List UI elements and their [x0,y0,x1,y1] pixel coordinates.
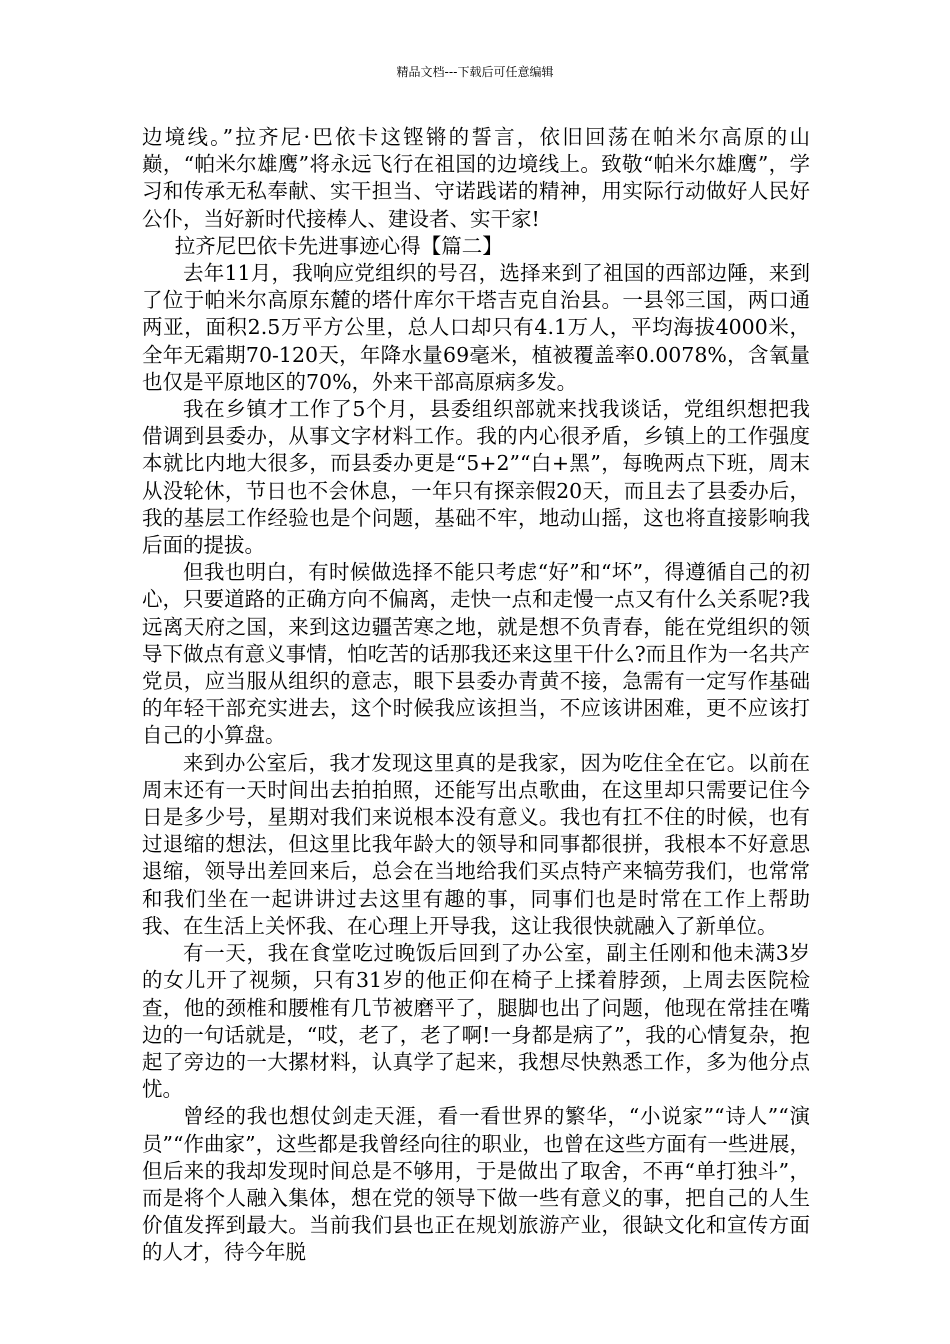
paragraph: 来到办公室后，我才发现这里真的是我家，因为吃住全在它。以前在周末还有一天时间出去拍拍照，还能写出点歌曲，在这里却只需要记住今日是多少号，星期对我们来说根本没有意义。我也有扛不住的时候，也有过退缩的想法，但这里比我年龄大的领导和同事都很拼，我根本不好意思退缩，领导出差回来后，总会在当地给我们买点特产来犒劳我们，也常常和我们坐在一起讲讲过去这里有趣的事，同事们也是时常在工作上帮助我、在生活上关怀我、在心理上开导我，这让我很快就融入了新单位。 [142,750,810,938]
paragraph: 但我也明白，有时候做选择不能只考虑“好”和“坏”，得遵循自己的初心，只要道路的正确方向不偏离，走快一点和走慢一点又有什么关系呢?我远离天府之国，来到这边疆苦寒之地，就是想不负青春，能在党组织的领导下做点有意义事情，怕吃苦的话那我还来这里干什么?而且作为一名共产党员，应当服从组织的意志，眼下县委办青黄不接，急需有一定写作基础的年轻干部充实进去，这个时候我应该担当，不应该讲困难，更不应该打自己的小算盘。 [142,560,810,748]
document-body [142,124,810,1267]
paragraph: 我在乡镇才工作了5个月，县委组织部就来找我谈话，党组织想把我借调到县委办，从事文字材料工作。我的内心很矛盾，乡镇上的工作强度本就比内地大很多，而县委办更是“5+2”“白+黑”，每晚两点下班，周末从没轮休，节日也不会休息，一年只有探亲假20天，而且去了县委办后，我的基层工作经验也是个问题，基础不牢，地动山摇，这也将直接影响我后面的提拔。 [142,397,810,558]
paragraph: 有一天，我在食堂吃过晚饭后回到了办公室，副主任刚和他未满3岁的女儿开了视频，只有31岁的他正仰在椅子上揉着脖颈，上周去医院检查，他的颈椎和腰椎有几节被磨平了，腿脚也出了问题，他现在常挂在嘴边的一句话就是，“哎，老了，老了啊!一身都是病了”，我的心情复杂，抱起了旁边的一大摞材料，认真学了起来，我想尽快熟悉工作，多为他分点忧。 [142,941,810,1102]
section-title: 拉齐尼巴依卡先进事迹心得【篇二】 [174,233,503,258]
paragraph-continuation: 边境线。”拉齐尼·巴依卡这铿锵的誓言，依旧回荡在帕米尔高原的山巅，“帕米尔雄鹰”将永远飞行在祖国的边境线上。致敬“帕米尔雄鹰”，学习和传承无私奉献、实干担当、守诺践诺的精神，用实际行动做好人民好公仆，当好新时代接棒人、建设者、实干家! [142,125,810,231]
page-header: 精品文档---下载后可任意编辑 [396,65,554,79]
paragraph: 去年11月，我响应党组织的号召，选择来到了祖国的西部边陲，来到了位于帕米尔高原东麓的塔什库尔干塔吉克自治县。一县邻三国，两口通两亚，面积2.5万平方公里，总人口却只有4.1万人，平均海拔4000米，全年无霜期70-120天，年降水量69毫米，植被覆盖率0.0078%，含氧量也仅是平原地区的70%，外来干部高原病多发。 [142,261,810,394]
paragraph: 曾经的我也想仗剑走天涯，看一看世界的繁华，“小说家”“诗人”“演员”“作曲家”，这些都是我曾经向往的职业，也曾在这些方面有一些进展，但后来的我却发现时间总是不够用，于是做出了取舍，不再“单打独斗”，而是将个人融入集体，想在党的领导下做一些有意义的事，把自己的人生价值发挥到最大。当前我们县也正在规划旅游产业，很缺文化和宣传方面的人才，待今年脱 [142,1104,810,1265]
